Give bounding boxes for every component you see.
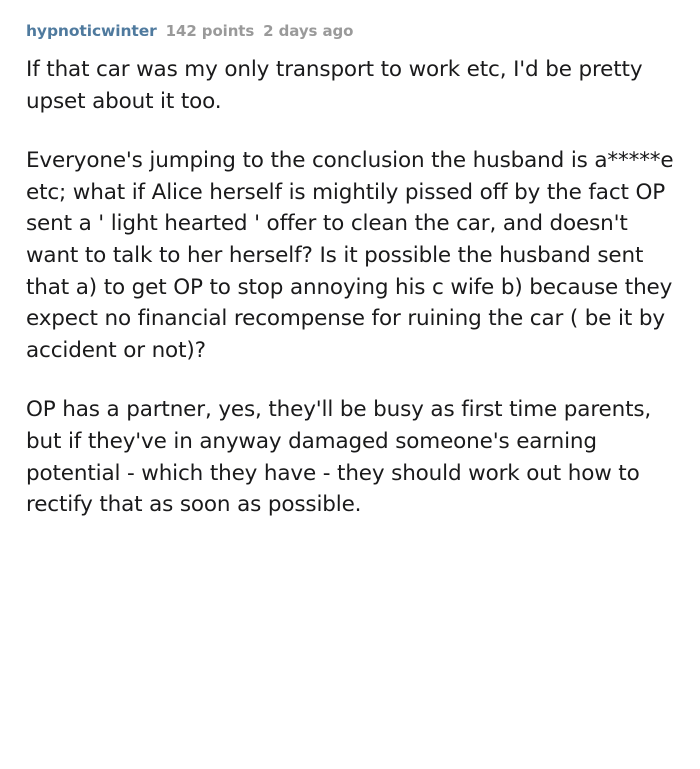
comment-points: 142 points	[165, 22, 255, 40]
comment-body	[26, 54, 676, 521]
comment-paragraph: If that car was my only transport to work etc, I'd be pretty upset about it too.	[26, 57, 643, 114]
comment-paragraph: OP has a partner, yes, they'll be busy as first time parents, but if they've in anyway damaged someone's earning potential - which they have - they should work out how to rectify that as soon as possible.	[26, 397, 652, 518]
comment-age: 2 days ago	[263, 22, 354, 40]
comment-meta	[26, 22, 676, 40]
comment-author[interactable]: hypnoticwinter	[26, 22, 157, 40]
comment-paragraph: Everyone's jumping to the conclusion the husband is a*****e etc; what if Alice herself is mightily pissed off by the fact OP sent a ' light hearted ' offer to clean the car, and doesn't want to talk to her herself? Is it possible the husband sent that a) to get OP to stop annoying his c wife b) because they expect no financial recompense for ruining the car ( be it by accident or not)?	[26, 148, 674, 363]
